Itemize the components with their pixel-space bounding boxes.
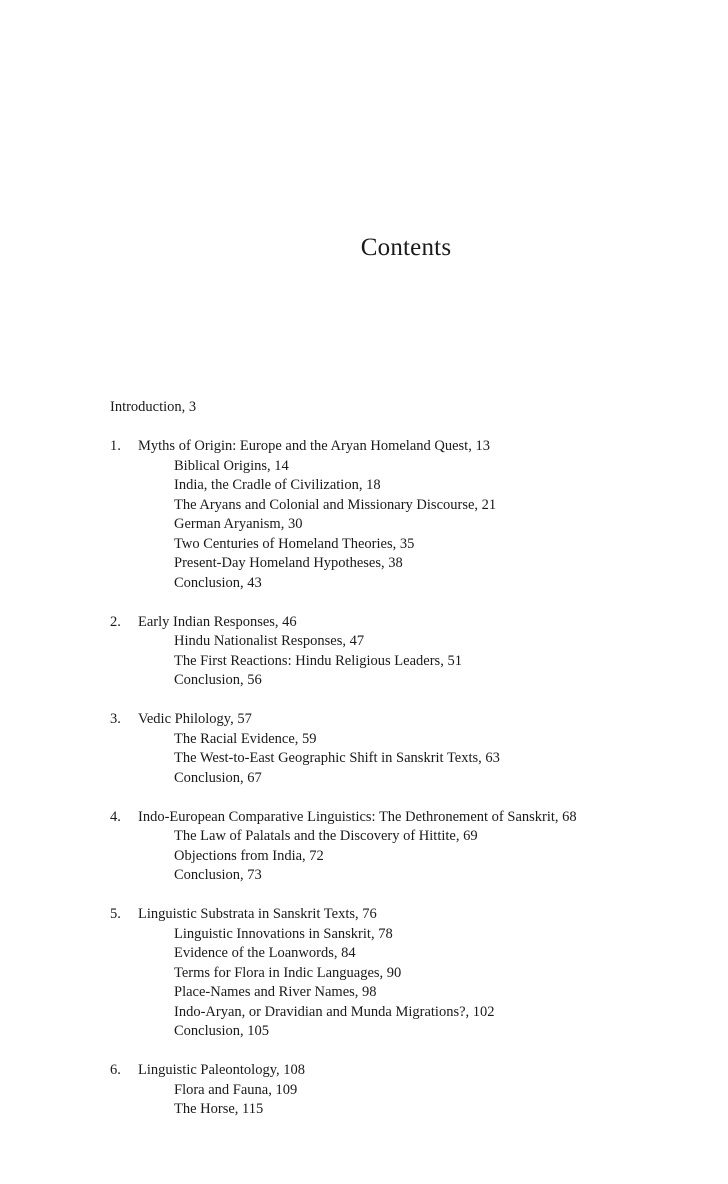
toc-chapter-3	[110, 710, 710, 788]
chapter-number: 6.	[110, 1062, 121, 1078]
chapter-number: 1.	[110, 438, 121, 454]
chapter-title: Linguistic Paleontology, 108	[138, 1062, 306, 1078]
section-entry: India, the Cradle of Civilization, 18	[174, 477, 381, 493]
toc-chapter-2	[110, 613, 710, 691]
chapter-heading	[110, 710, 710, 730]
toc-chapter-4	[110, 808, 710, 886]
section-entry: The Racial Evidence, 59	[174, 730, 317, 747]
section-entry: Evidence of the Loanwords, 84	[174, 945, 356, 961]
section-entry: Objections from India, 72	[174, 847, 324, 864]
section-entry: Place-Names and River Names, 98	[174, 984, 377, 1000]
chapter-title: Vedic Philology, 57	[138, 711, 252, 727]
section-entry: The Law of Palatals and the Discovery of Hittite, 69	[174, 828, 478, 844]
section-entry: Indo-Aryan, or Dravidian and Munda Migrations?, 102	[174, 1003, 495, 1020]
section-entry: Present-Day Homeland Hypotheses, 38	[174, 555, 403, 571]
section-list	[110, 1081, 710, 1120]
section-list	[110, 730, 710, 789]
section-entry: Two Centuries of Homeland Theories, 35	[174, 535, 415, 552]
section-entry: Linguistic Innovations in Sanskrit, 78	[174, 925, 393, 942]
section-entry: Hindu Nationalist Responses, 47	[174, 633, 365, 649]
chapter-heading	[110, 1061, 710, 1081]
section-entry: Flora and Fauna, 109	[174, 1081, 298, 1098]
chapter-number: 5.	[110, 906, 121, 922]
chapter-title: Myths of Origin: Europe and the Aryan Homeland Quest, 13	[138, 438, 490, 454]
chapter-title: Indo-European Comparative Linguistics: The Dethronement of Sanskrit, 68	[138, 808, 577, 825]
chapter-number: 4.	[110, 808, 121, 825]
section-list	[110, 827, 710, 886]
section-entry: Conclusion, 73	[174, 867, 262, 883]
section-list	[110, 457, 710, 594]
section-entry: The First Reactions: Hindu Religious Leaders, 51	[174, 652, 462, 669]
toc-entry-introduction: Introduction, 3	[110, 399, 197, 415]
chapter-number: 3.	[110, 711, 121, 727]
section-list	[110, 632, 710, 691]
toc-chapter-5	[110, 905, 710, 1042]
toc-chapter-6	[110, 1061, 710, 1120]
toc-chapter-1	[110, 437, 710, 593]
page-title: Contents	[360, 234, 452, 261]
section-entry: Conclusion, 105	[174, 1023, 270, 1039]
section-list	[110, 925, 710, 1042]
section-entry: The Aryans and Colonial and Missionary Discourse, 21	[174, 496, 497, 513]
section-entry: Conclusion, 43	[174, 574, 262, 591]
chapter-heading	[110, 437, 710, 457]
chapter-heading	[110, 808, 710, 828]
chapter-number: 2.	[110, 613, 121, 630]
section-entry: German Aryanism, 30	[174, 516, 303, 532]
section-entry: Conclusion, 56	[174, 672, 262, 688]
section-entry: The Horse, 115	[174, 1101, 264, 1117]
section-entry: Terms for Flora in Indic Languages, 90	[174, 964, 402, 981]
section-entry: Biblical Origins, 14	[174, 457, 289, 474]
chapter-heading	[110, 905, 710, 925]
table-of-contents	[110, 398, 710, 1139]
chapter-title: Early Indian Responses, 46	[138, 613, 297, 630]
section-entry: The West-to-East Geographic Shift in Sanskrit Texts, 63	[174, 750, 500, 766]
chapter-heading	[110, 613, 710, 633]
chapter-title: Linguistic Substrata in Sanskrit Texts, 76	[138, 906, 377, 922]
section-entry: Conclusion, 67	[174, 769, 262, 786]
